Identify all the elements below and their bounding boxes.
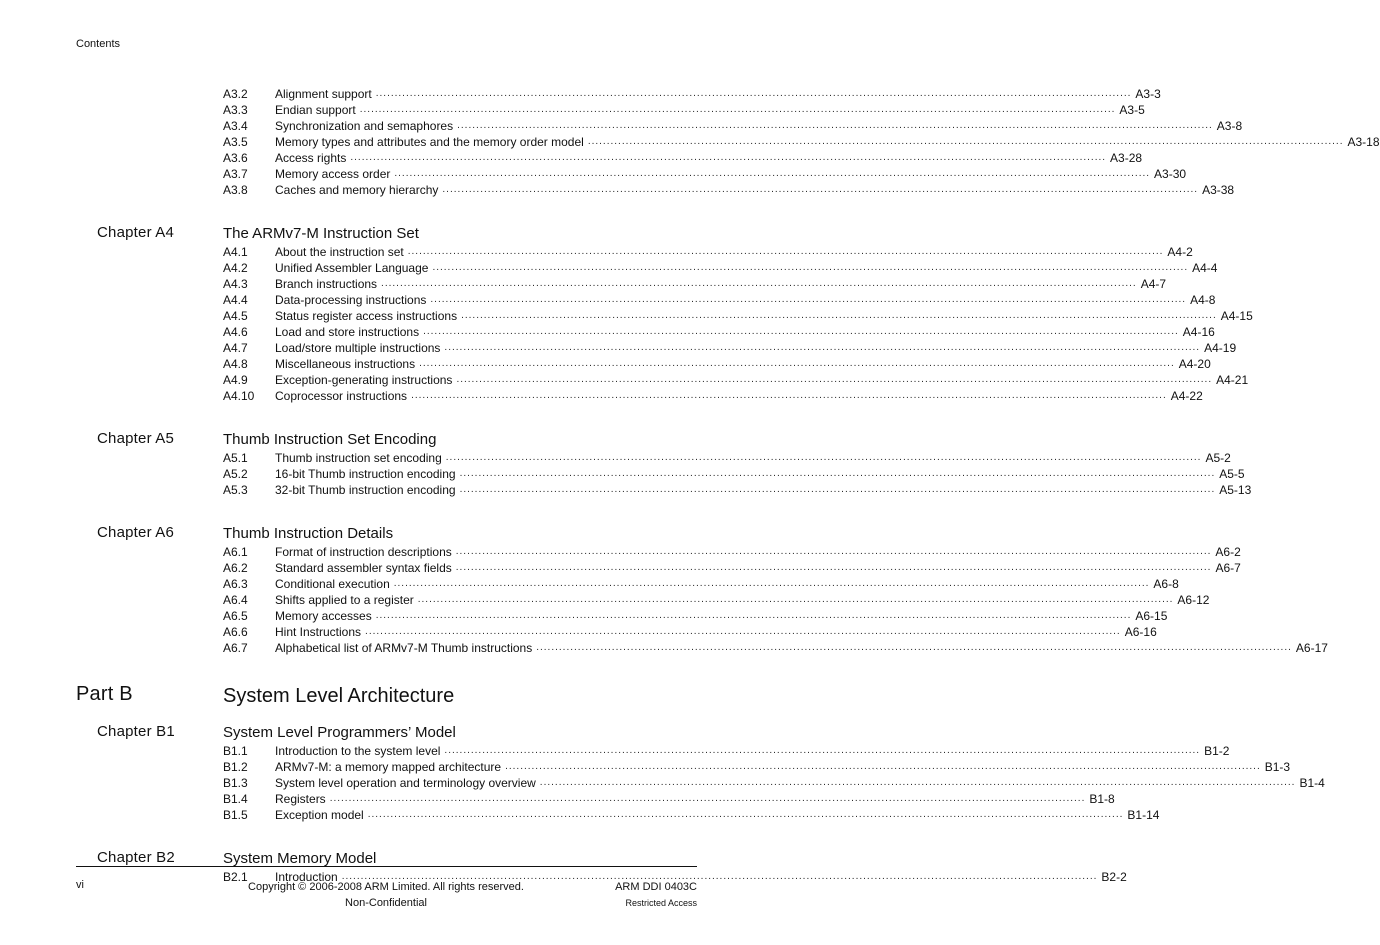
toc-entry-title[interactable]: Memory access order [275,166,394,182]
toc-entry-leader-line [275,86,1161,102]
part-label: Part B [76,683,133,705]
toc-entry-page[interactable]: A4-21 [1212,372,1248,388]
toc-entry-number: A4.9 [223,373,248,387]
toc-entry-number: A3.4 [223,119,248,133]
toc-entry-number: A3.8 [223,183,248,197]
toc-entry-page[interactable]: A4-4 [1188,260,1217,276]
toc-entry-leader-line [275,372,1249,388]
dot-leader: ........................................................................................................................................................................................................ [445,452,1202,463]
toc-entry-page[interactable]: A3-28 [1106,150,1142,166]
toc-entry-page[interactable]: A4-16 [1179,324,1215,340]
dot-leader: ........................................................................................................................................................................................................ [394,168,1151,179]
dot-leader: ........................................................................................................................................................................................................ [417,594,1174,605]
chapter-section [0,524,1328,656]
toc-entry-page[interactable]: B1-14 [1123,807,1159,823]
toc-entry-title[interactable]: Coprocessor instructions [275,388,411,404]
toc-entry[interactable] [223,482,1252,498]
part-title[interactable]: System Level Architecture [223,685,455,707]
toc-entry-number: A3.6 [223,151,248,165]
toc-entry[interactable] [223,743,1230,759]
part-section [0,683,788,709]
dot-leader: ........................................................................................................................................................................................................ [432,262,1189,273]
toc-entry-number: A4.4 [223,293,248,307]
toc-entry-leader-line [275,743,1230,759]
toc-entry-leader-line [275,482,1252,498]
toc-entry-page[interactable]: B2-2 [1097,869,1126,885]
toc-entry-title[interactable]: System level operation and terminology overview [275,775,540,791]
toc-entry-page[interactable]: A4-7 [1137,276,1166,292]
toc-entry-page[interactable]: A4-19 [1200,340,1236,356]
dot-leader: ........................................................................................................................................................................................................ [536,642,1292,653]
toc-entry-leader-line [275,775,1325,791]
chapter-label: Chapter A5 [97,430,175,447]
toc-entry-title[interactable]: Exception model [275,807,368,823]
dot-leader: ........................................................................................................................................................................................................ [442,184,1199,195]
chapter-title[interactable]: Thumb Instruction Set Encoding [223,431,437,448]
toc-entry-title[interactable]: About the instruction set [275,244,408,260]
dot-leader: ........................................................................................................................................................................................................ [457,120,1213,131]
toc-entry-page[interactable]: A6-12 [1173,592,1209,608]
dot-leader: ........................................................................................................................................................................................................ [430,294,1187,305]
toc-entry[interactable] [223,388,1203,404]
toc-entry-leader-line [275,807,1160,823]
toc-entry-number: A6.4 [223,593,248,607]
toc-entry-title[interactable]: Conditional execution [275,576,394,592]
dot-leader: ........................................................................................................................................................................................................ [459,468,1216,479]
dot-leader: ........................................................................................................................................................................................................ [367,809,1124,820]
dot-leader: ........................................................................................................................................................................................................ [365,626,1121,637]
toc-entry[interactable] [223,260,1218,276]
toc-entry[interactable] [223,608,1168,624]
dot-leader: ........................................................................................................................................................................................................ [539,777,1296,788]
toc-entry-leader-line [275,118,1243,134]
toc-entry-page[interactable]: B1-2 [1200,743,1229,759]
toc-entry-title[interactable]: Hint Instructions [275,624,365,640]
toc-entry-page[interactable]: A6-15 [1131,608,1167,624]
dot-leader: ........................................................................................................................................................................................................ [459,484,1216,495]
footer-copyright: Copyright © 2006-2008 ARM Limited. All rights reserved. [248,881,524,893]
toc-entry-leader-line [275,466,1245,482]
toc-entry-title[interactable]: Introduction [275,869,342,885]
toc-entry-title[interactable]: Unified Assembler Language [275,260,432,276]
toc-entry-leader-line [275,356,1211,372]
toc-entry-title[interactable]: Access rights [275,150,350,166]
toc-entry-page[interactable]: A6-16 [1121,624,1157,640]
toc-entry-title[interactable]: Shifts applied to a register [275,592,418,608]
footer-doc-id: ARM DDI 0403C [615,881,697,893]
dot-leader: ........................................................................................................................................................................................................ [411,390,1167,401]
toc-entry[interactable] [223,560,1241,576]
chapter-section [0,86,1380,198]
toc-entry-leader-line [275,759,1291,775]
toc-entry-page[interactable]: A5-13 [1215,482,1251,498]
toc-entry-number: A6.1 [223,545,248,559]
toc-entry-number: A4.5 [223,309,248,323]
toc-entry-leader-line [275,292,1216,308]
toc-entry-title[interactable]: Memory accesses [275,608,376,624]
toc-entry-number: A4.7 [223,341,248,355]
toc-entry[interactable] [223,308,1253,324]
toc-entry-page[interactable]: A4-2 [1163,244,1192,260]
chapter-label: Chapter B1 [97,723,175,740]
chapter-section [0,723,1325,823]
dot-leader: ........................................................................................................................................................................................................ [455,546,1212,557]
dot-leader: ........................................................................................................................................................................................................ [341,871,1098,882]
toc-entry-page[interactable]: A3-30 [1150,166,1186,182]
chapter-title[interactable]: System Level Programmers’ Model [223,724,456,741]
toc-entry-leader-line [275,640,1328,656]
toc-entry-title[interactable]: Status register access instructions [275,308,461,324]
toc-entry[interactable] [223,775,1325,791]
toc-entry-number: B1.5 [223,808,248,822]
toc-entry-number: A4.10 [223,389,255,403]
toc-entry-number: B1.1 [223,744,248,758]
chapter-label: Chapter B2 [97,849,175,866]
toc-entry-leader-line [275,388,1203,404]
toc-entry-number: A3.7 [223,167,248,181]
toc-entry-number: A4.1 [223,245,248,259]
toc-entry-number: A5.1 [223,451,248,465]
toc-entry[interactable] [223,807,1160,823]
dot-leader: ........................................................................................................................................................................................................ [461,310,1217,321]
toc-entry[interactable] [223,118,1243,134]
toc-entry-number: A4.3 [223,277,248,291]
toc-entry-title[interactable]: Data-processing instructions [275,292,430,308]
toc-entry-page[interactable]: A5-5 [1215,466,1244,482]
toc-entry-number: A6.7 [223,641,248,655]
toc-entry-number: A6.5 [223,609,248,623]
toc-entry-number: A6.3 [223,577,248,591]
dot-leader: ........................................................................................................................................................................................................ [329,793,1086,804]
toc-entry-number: A5.2 [223,467,248,481]
toc-entry-leader-line [275,544,1241,560]
toc-entry-title[interactable]: Load and store instructions [275,324,423,340]
toc-entry-number: A6.2 [223,561,248,575]
footer-copyright-block [230,879,542,911]
footer-confidentiality: Non-Confidential [345,897,427,909]
toc-entry-page[interactable]: A6-7 [1211,560,1240,576]
toc-entry-number: A4.2 [223,261,248,275]
dot-leader: ........................................................................................................................................................................................................ [455,562,1212,573]
dot-leader: ........................................................................................................................................................................................................ [444,342,1201,353]
dot-leader: ........................................................................................................................................................................................................ [444,745,1201,756]
dot-leader: ........................................................................................................................................................................................................ [407,246,1164,257]
toc-entry[interactable] [223,592,1210,608]
table-of-contents [0,86,1380,885]
toc-entry-leader-line [275,166,1187,182]
toc-entry[interactable] [223,166,1187,182]
toc-entry[interactable] [223,276,1167,292]
toc-entry[interactable] [223,791,1115,807]
toc-entry-title[interactable]: Standard assembler syntax fields [275,560,456,576]
toc-entry-title[interactable]: Synchronization and semaphores [275,118,457,134]
toc-entry-leader-line [275,608,1168,624]
toc-entry-title[interactable]: Thumb instruction set encoding [275,450,446,466]
toc-entry-page[interactable]: B1-8 [1085,791,1114,807]
toc-entry-leader-line [275,260,1218,276]
toc-entry-number: A5.3 [223,483,248,497]
toc-entry-page[interactable]: A5-2 [1201,450,1230,466]
chapter-title[interactable]: The ARMv7-M Instruction Set [223,225,419,242]
toc-entry-page[interactable]: B1-3 [1261,759,1290,775]
chapter-label: Chapter A6 [97,524,175,541]
chapter-section [0,224,1253,404]
toc-entry-number: A3.3 [223,103,248,117]
toc-entry-leader-line [275,308,1253,324]
toc-entry-leader-line [275,182,1235,198]
toc-entry-page[interactable]: A3-5 [1115,102,1144,118]
dot-leader: ........................................................................................................................................................................................................ [423,326,1179,337]
chapter-title[interactable]: Thumb Instruction Details [223,525,394,542]
toc-entry-number: A3.2 [223,87,248,101]
toc-entry-page[interactable]: A3-3 [1131,86,1160,102]
toc-entry-number: B1.2 [223,760,248,774]
toc-entry-leader-line [275,340,1237,356]
dot-leader: ........................................................................................................................................................................................................ [419,358,1175,369]
running-head: Contents [76,38,121,50]
footer-page-number: vi [76,879,84,891]
footer-access: Restricted Access [625,898,697,908]
toc-entry-title[interactable]: Caches and memory hierarchy [275,182,442,198]
toc-entry-title[interactable]: Endian support [275,102,360,118]
toc-entry[interactable] [223,450,1231,466]
toc-entry-title[interactable]: Introduction to the system level [275,743,444,759]
toc-entry-number: B2.1 [223,870,248,884]
chapter-section [0,430,1252,498]
toc-entry-title[interactable]: Miscellaneous instructions [275,356,419,372]
toc-entry-leader-line [275,624,1157,640]
dot-leader: ........................................................................................................................................................................................................ [359,104,1116,115]
toc-entry-title[interactable]: Load/store multiple instructions [275,340,444,356]
dot-leader: ........................................................................................................................................................................................................ [381,278,1137,289]
toc-entry-title[interactable]: 32-bit Thumb instruction encoding [275,482,460,498]
toc-entry-page[interactable]: A6-8 [1149,576,1178,592]
toc-entry-leader-line [275,560,1241,576]
toc-entry[interactable] [223,324,1215,340]
toc-entry-leader-line [275,276,1167,292]
toc-entry-leader-line [275,576,1179,592]
toc-entry-title[interactable]: Exception-generating instructions [275,372,456,388]
chapter-title[interactable]: System Memory Model [223,850,377,867]
toc-entry-number: B1.3 [223,776,248,790]
toc-entry-page[interactable]: A4-8 [1186,292,1215,308]
toc-entry[interactable] [223,244,1193,260]
dot-leader: ........................................................................................................................................................................................................ [587,136,1344,147]
chapter-label: Chapter A4 [97,224,175,241]
toc-entry-number: A4.8 [223,357,248,371]
toc-entry-title[interactable]: Branch instructions [275,276,381,292]
toc-entry[interactable] [223,544,1241,560]
toc-entry-number: A3.5 [223,135,248,149]
toc-entry[interactable] [223,292,1216,308]
toc-entry-number: A4.6 [223,325,248,339]
toc-entry-page[interactable]: A4-15 [1217,308,1253,324]
toc-entry-page[interactable]: A4-22 [1167,388,1203,404]
toc-entry-leader-line [275,592,1210,608]
toc-entry[interactable] [223,356,1211,372]
toc-entry-leader-line [275,102,1145,118]
dot-leader: ........................................................................................................................................................................................................ [350,152,1107,163]
toc-entry-title[interactable]: Registers [275,791,330,807]
toc-entry-page[interactable]: A6-2 [1211,544,1240,560]
toc-entry-title[interactable]: Alignment support [275,86,376,102]
toc-entry-page[interactable]: A4-20 [1175,356,1211,372]
footer-rule [76,866,697,867]
toc-entry-title[interactable]: 16-bit Thumb instruction encoding [275,466,460,482]
toc-entry[interactable] [223,182,1235,198]
toc-entry-page[interactable]: B1-4 [1295,775,1324,791]
toc-entry[interactable] [223,134,1380,150]
toc-entry-page[interactable]: A3-8 [1213,118,1242,134]
toc-entry-leader-line [275,791,1115,807]
toc-entry[interactable] [223,372,1249,388]
toc-entry[interactable] [223,466,1245,482]
toc-entry[interactable] [223,759,1291,775]
toc-entry-leader-line [275,324,1215,340]
toc-entry-page[interactable]: A6-17 [1292,640,1328,656]
dot-leader: ........................................................................................................................................................................................................ [393,578,1150,589]
toc-entry-title[interactable]: Memory types and attributes and the memory order model [275,134,588,150]
toc-entry-number: A6.6 [223,625,248,639]
toc-entry[interactable] [223,576,1179,592]
dot-leader: ........................................................................................................................................................................................................ [505,761,1261,772]
toc-entry-title[interactable]: Format of instruction descriptions [275,544,456,560]
dot-leader: ........................................................................................................................................................................................................ [456,374,1213,385]
toc-entry[interactable] [223,340,1237,356]
toc-entry-leader-line [275,150,1143,166]
toc-entry-leader-line [275,134,1380,150]
toc-entry-number: B1.4 [223,792,248,806]
dot-leader: ........................................................................................................................................................................................................ [375,610,1132,621]
toc-entry-page[interactable]: A3-18 [1343,134,1379,150]
toc-entry-leader-line [275,244,1193,260]
toc-entry[interactable] [223,640,1328,656]
toc-entry-title[interactable]: ARMv7-M: a memory mapped architecture [275,759,505,775]
dot-leader: ........................................................................................................................................................................................................ [375,88,1132,99]
toc-entry[interactable] [223,624,1157,640]
footer-doc-block [615,879,697,911]
toc-entry[interactable] [223,102,1145,118]
toc-entry-page[interactable]: A3-38 [1198,182,1234,198]
toc-entry[interactable] [223,86,1161,102]
toc-entry[interactable] [223,150,1143,166]
toc-entry-title[interactable]: Alphabetical list of ARMv7-M Thumb instructions [275,640,536,656]
toc-entry-leader-line [275,450,1231,466]
